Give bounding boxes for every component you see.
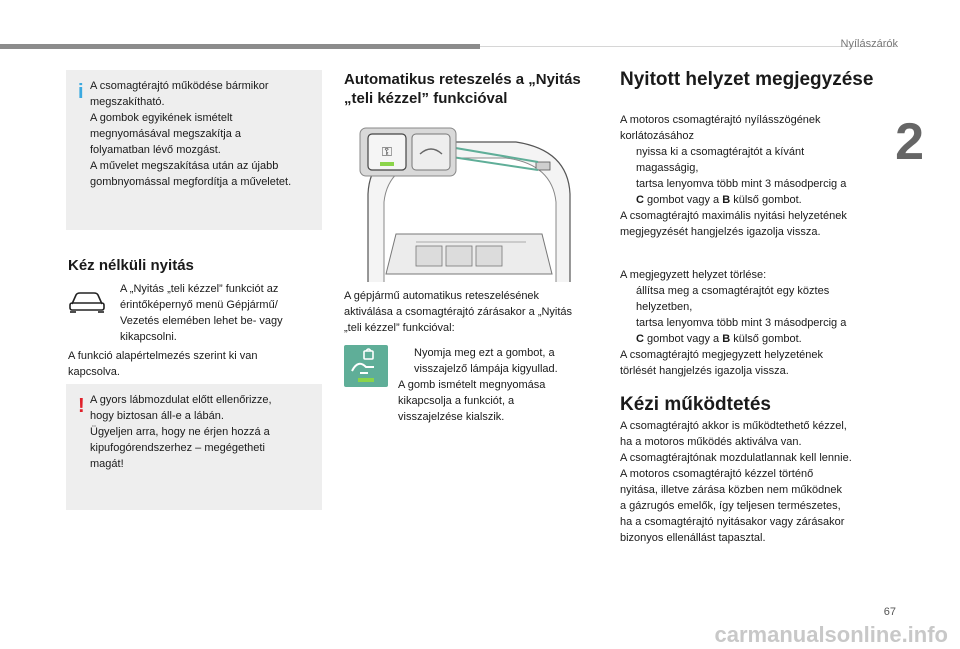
- manual-operation-heading: Kézi működtetés: [620, 394, 771, 415]
- auto-lock-intro: A gépjármű automatikus reteszelésének aktiválása a csomagtérajtó zárásakor a „Nyitás „teli kézzel” funkcióval:: [344, 290, 573, 334]
- auto-lock-step: Nyomja meg ezt a gombot, a visszajelző lámpája kigyullad. A gomb ismételt megnyomása kikapcsolja a funkciót, a visszajelzése kialszik.: [398, 347, 558, 423]
- tailgate-illustration: [356, 124, 578, 284]
- manual-operation-text: A csomagtérajtó akkor is működtethető kézzel, ha a motoros működés aktiválva van. A csomagtérajtónak mozdulatlannak kell lennie. A motoros csomagtérajtó kézzel történő nyitása, illetve zárása közben nem működnek a gázrugós emelők, így teljesen természetes, ha a csomagtérajtó nyitásakor vagy zárásakor bizonyos ellenállást tapasztal.: [620, 420, 852, 544]
- default-state-text: A funkció alapértelmezés szerint ki van kapcsolva.: [68, 350, 258, 378]
- chapter-number: 2: [895, 113, 924, 171]
- section-title: Nyílászárók: [840, 38, 898, 50]
- warning-box: [66, 384, 322, 510]
- open-position-heading: Nyitott helyzet megjegyzése: [620, 69, 874, 90]
- header-rule: [480, 46, 896, 47]
- watermark: carmanualsonline.info: [714, 622, 948, 647]
- svg-text:⚿: ⚿: [382, 145, 392, 160]
- auto-lock-heading: Automatikus reteszelés a „Nyitás „teli kézzel” funkcióval: [344, 71, 581, 107]
- page-number: 67: [883, 606, 896, 618]
- hands-free-text: A „Nyitás „teli kézzel” funkciót az érintőképernyő menü Gépjármű/ Vezetés elemében lehet be- vagy kikapcsolni.: [120, 283, 283, 343]
- clear-position-text: A megjegyzett helyzet törlése: állítsa meg a csomagtérajtót egy köztes helyzetben, tartsa lenyomva több mint 3 másodpercig a C gombot vagy a B külső gombot. A csomagtérajtó megjegyzett helyzetének törlését hangjelzés igazolja vissza.: [620, 269, 847, 377]
- warning-text: A gyors lábmozdulat előtt ellenőrizze, hogy biztosan áll-e a lábán. Ügyeljen arra, hogy ne érjen hozzá a kipufogórendszerhez – megégetheti magát!: [90, 394, 272, 470]
- info-box: [66, 70, 322, 230]
- info-text: A csomagtérajtó működése bármikor megszakítható. A gombok egyikének ismételt megnyomásával megszakítja a folyamatban lévő mozgást. A művelet megszakítása után az újabb gombnyomással megfordítja a műveletet.: [90, 80, 292, 188]
- lock-hand-icon: [344, 345, 388, 387]
- open-position-text: A motoros csomagtérajtó nyílásszögének korlátozásához nyissa ki a csomagtérajtót a kívánt magasságig, tartsa lenyomva több mint 3 másodpercig a C gombot vagy a B külső gombot. A csomagtérajtó maximális nyitási helyzetének megjegyzését hangjelzés igazolja vissza.: [620, 114, 847, 238]
- auto-lock-button-icon: [344, 345, 388, 387]
- hands-free-heading: Kéz nélküli nyitás: [68, 257, 194, 274]
- warning-icon: !: [78, 395, 85, 417]
- header-bar: [0, 44, 480, 49]
- car-settings-icon: [68, 288, 106, 314]
- info-icon: i: [78, 81, 84, 103]
